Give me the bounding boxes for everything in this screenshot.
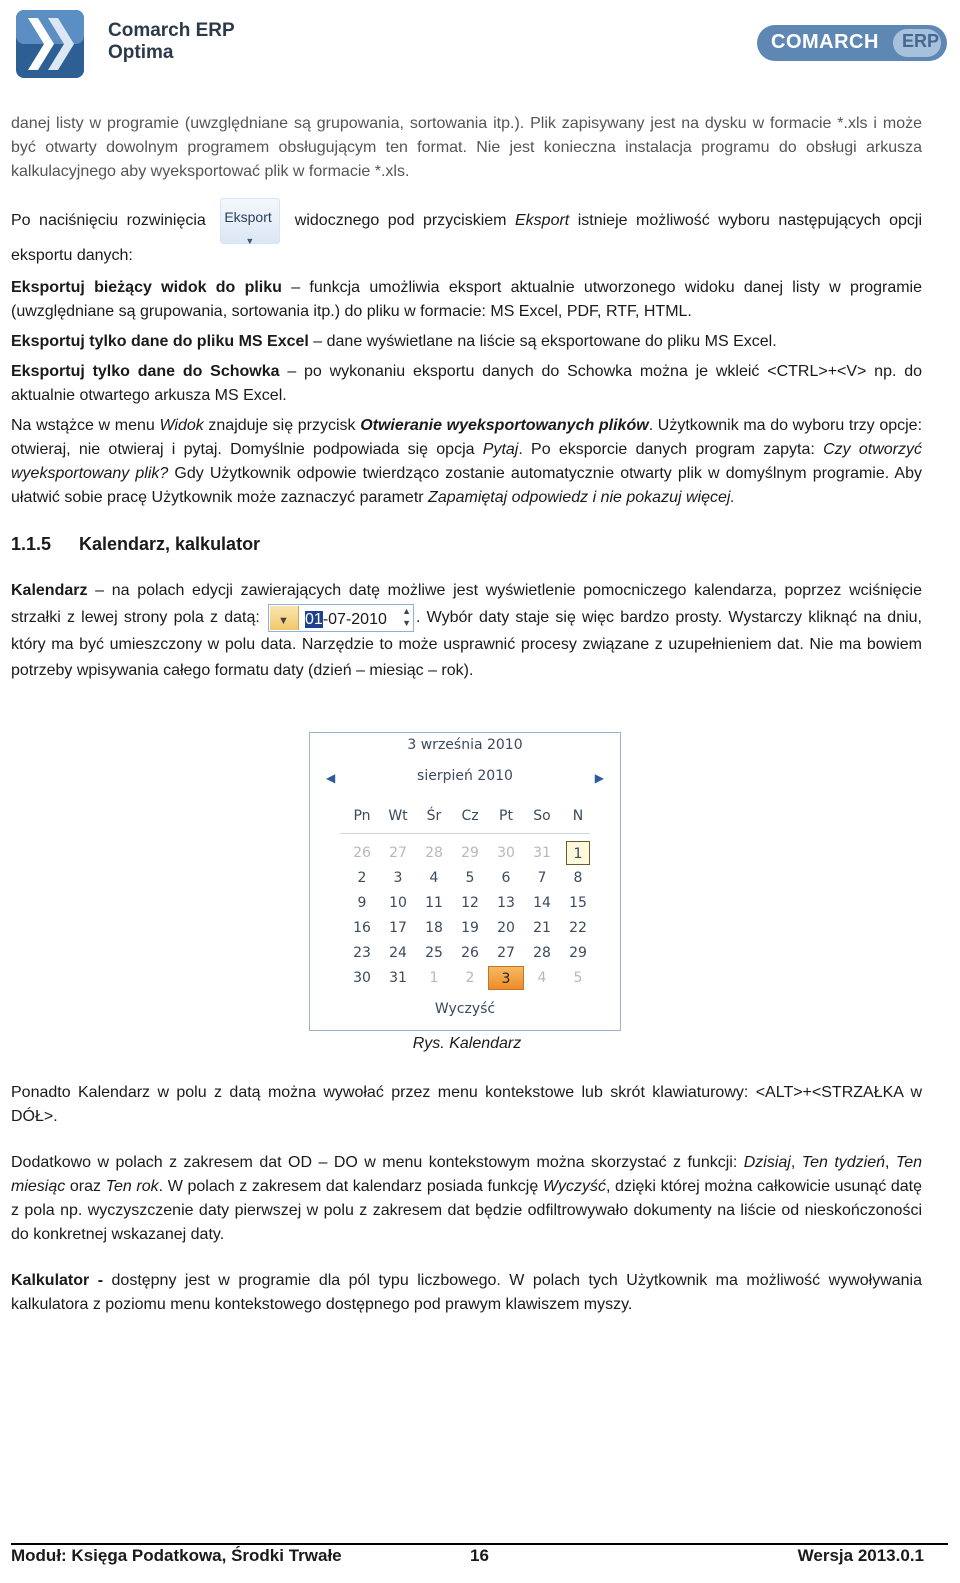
calendar-day[interactable]: 30 — [353, 970, 371, 986]
weekday-header: Wt — [388, 808, 408, 824]
calendar-dropdown-button[interactable] — [270, 606, 299, 630]
calendar-day[interactable]: 14 — [533, 895, 551, 911]
calendar-clear-button[interactable]: Wyczyść — [434, 1001, 496, 1017]
page-header — [0, 0, 960, 90]
calendar-day[interactable]: 23 — [353, 945, 371, 961]
next-month-icon[interactable]: ▶ — [594, 771, 604, 785]
weekday-header: Pt — [499, 808, 513, 824]
calendar-day[interactable]: 5 — [465, 870, 475, 886]
calendar-day[interactable]: 5 — [573, 970, 583, 986]
calendar-day[interactable]: 12 — [461, 895, 479, 911]
calendar-day[interactable]: 26 — [461, 945, 479, 961]
weekday-header: So — [533, 808, 551, 824]
paragraph-calculator: Kalkulator - dostępny jest w programie dla pól typu liczbowego. W polach tych Użytkownik ma możliwość wywoływania kalkulatora z poziomu menu kontekstowego dostępnego pod prawym klawiszem myszy. — [11, 1272, 923, 1313]
paragraph-export-clipboard: Eksportuj tylko dane do Schowka – po wykonaniu eksportu danych do Schowka można je wkleić <CTRL>+<V> np. do aktualnie otwartego arkusza MS Excel. — [11, 363, 923, 404]
calendar-day[interactable]: 1 — [566, 841, 590, 865]
calendar-day[interactable]: 27 — [389, 845, 407, 861]
calendar-day[interactable]: 31 — [389, 970, 407, 986]
comarch-optima-logo-icon — [14, 8, 86, 80]
paragraph-export-excel: Eksportuj tylko dane do pliku MS Excel – dane wyświetlane na liście są eksportowane do pliku MS Excel. — [11, 333, 777, 350]
calendar-day[interactable]: 20 — [497, 920, 515, 936]
calendar-day[interactable]: 31 — [533, 845, 551, 861]
weekday-header: Śr — [426, 808, 442, 824]
weekday-header: Pn — [353, 808, 371, 824]
calendar-day[interactable]: 15 — [569, 895, 587, 911]
footer-divider — [11, 1543, 948, 1545]
calendar-day[interactable]: 7 — [537, 870, 547, 886]
paragraph-xls-export: danej listy w programie (uwzględniane są grupowania, sortowania itp.). Plik zapisywany jest na dysku w formacie *.xls i może być otwarty dowolnym programem obsługującym ten format. Nie jest konieczna instalacja programu do obsługi arkusza kalkulacyjnego aby wyeksportować plik w formacie *.xls. — [11, 115, 922, 180]
calendar-day[interactable]: 17 — [389, 920, 407, 936]
calendar-day[interactable]: 18 — [425, 920, 443, 936]
calendar-month-label: sierpień 2010 — [417, 768, 513, 784]
calendar-day[interactable]: 29 — [569, 945, 587, 961]
eksport-button[interactable]: Eksport ▼ — [220, 198, 280, 244]
calendar-day[interactable]: 9 — [357, 895, 367, 911]
calendar-day[interactable]: 25 — [425, 945, 443, 961]
calendar-day[interactable]: 13 — [497, 895, 515, 911]
paragraph-date-range: Dodatkowo w polach z zakresem dat OD – DO w menu kontekstowym można skorzystać z funkcji: Dzisiaj, Ten tydzień, Ten miesiąc oraz Ten rok. W polach z zakresem dat kalendarz posiada funkcję Wyczyść, dzięki której można całkowicie usunąć datę z pola np. wyczyszczenie daty pierwszej w polu z zakresem dat będzie odfiltrowywało dokumenty na liście od nieskończoności do konkretnej wskazanej daty. — [11, 1154, 923, 1243]
calendar-today-label[interactable]: 3 września 2010 — [407, 737, 523, 753]
calendar-day[interactable]: 2 — [465, 970, 475, 986]
calendar-day[interactable]: 8 — [573, 870, 583, 886]
calendar-day[interactable]: 4 — [537, 970, 547, 986]
calendar-widget — [309, 732, 621, 1031]
calendar-day[interactable]: 30 — [497, 845, 515, 861]
paragraph-export-view: Eksportuj bieżący widok do pliku – funkcja umożliwia eksport aktualnie utworzonego widoku danej listy w programie (uwzględniane są grupowania, sortowania itp.) do pliku w formacie: MS Excel, PDF, RTF, HTML. — [11, 279, 922, 320]
comarch-erp-logo: COMARCH ERP — [757, 25, 947, 61]
section-heading: 1.1.5 Kalendarz, kalkulator — [11, 534, 261, 554]
calendar-day[interactable]: 28 — [533, 945, 551, 961]
calendar-day[interactable]: 11 — [425, 895, 443, 911]
calendar-day[interactable]: 29 — [461, 845, 479, 861]
weekday-header: N — [572, 808, 584, 824]
paragraph-open-exported: Na wstążce w menu Widok znajduje się przycisk Otwieranie wyeksportowanych plików. Użytkownik ma do wyboru trzy opcje: otwieraj, nie otwieraj i pytaj. Domyślnie podpowiada się opcja Pytaj. Po eksporcie danych program zapyta: Czy otworzyć wyeksportowany plik? Gdy Użytkownik odpowie twierdząco zostanie automatycznie otwarty plik w domyślnym programie. Aby ułatwić sobie pracę Użytkownik może zaznaczyć parametr Zapamiętaj odpowiedz i nie pokazuj więcej. — [11, 417, 923, 506]
paragraph-calendar: Kalendarz – na polach edycji zawierających datę możliwe jest wyświetlenie pomocniczego kalendarza, poprzez wciśnięcie strzałki z lewej strony pola z datą: ▼ 01-07-2010 ▲ ▼ . Wybór daty staje się więc bardzo prosty. Wystarczy kliknąć na dniu, który ma być umieszczony w polu data. Narzędzie to może usprawnić procesy związane z uzupełnieniem dat. Nie ma bowiem potrzeby wpisywania całego formatu daty (dzień – miesiąc – rok). — [11, 582, 923, 679]
calendar-day[interactable]: 2 — [357, 870, 367, 886]
footer-module: Moduł: Księga Podatkowa, Środki Trwałe — [11, 1546, 342, 1565]
calendar-day[interactable]: 27 — [497, 945, 515, 961]
paragraph-calendar-shortcut: Ponadto Kalendarz w polu z datą można wywołać przez menu kontekstowe lub skrót klawiaturowy: <ALT>+<STRZAŁKA w DÓŁ>. — [11, 1084, 922, 1125]
spin-arrows-icon[interactable]: ▲ ▼ — [402, 606, 412, 628]
page-footer — [11, 1546, 924, 1566]
calendar-day[interactable]: 19 — [461, 920, 479, 936]
document-body — [11, 112, 922, 690]
footer-page-number: 16 — [470, 1546, 489, 1565]
calendar-day[interactable]: 21 — [533, 920, 551, 936]
calendar-day[interactable]: 26 — [353, 845, 371, 861]
calendar-day[interactable]: 4 — [429, 870, 439, 886]
calendar-day[interactable]: 3 — [393, 870, 403, 886]
figure-caption: Rys. Kalendarz — [412, 1035, 522, 1052]
calendar-day[interactable]: 10 — [389, 895, 407, 911]
chevron-down-icon: ▼ — [278, 615, 289, 627]
footer-version: Wersja 2013.0.1 — [797, 1546, 924, 1565]
weekday-header: Cz — [461, 808, 479, 824]
calendar-day[interactable]: 28 — [425, 845, 443, 861]
prev-month-icon[interactable]: ◀ — [326, 771, 336, 785]
calendar-day[interactable]: 24 — [389, 945, 407, 961]
paragraph-export-options: Po naciśnięciu rozwinięcia Eksport ▼ widocznego pod przyciskiem Eksport istnieje możliwość wyboru następujących opcji eksportu danych: — [11, 198, 922, 268]
calendar-day[interactable]: 22 — [569, 920, 587, 936]
calendar-day[interactable]: 6 — [501, 870, 511, 886]
date-field[interactable]: ▼ 01-07-2010 ▲ ▼ — [268, 604, 414, 632]
calendar-day[interactable]: 1 — [429, 970, 439, 986]
document-body-continued — [11, 1081, 922, 1323]
calendar-day[interactable]: 16 — [353, 920, 371, 936]
product-logo-text: Comarch ERP Optima — [108, 20, 235, 63]
dropdown-arrow-icon: ▼ — [245, 236, 255, 246]
calendar-day[interactable]: 3 — [488, 966, 524, 990]
